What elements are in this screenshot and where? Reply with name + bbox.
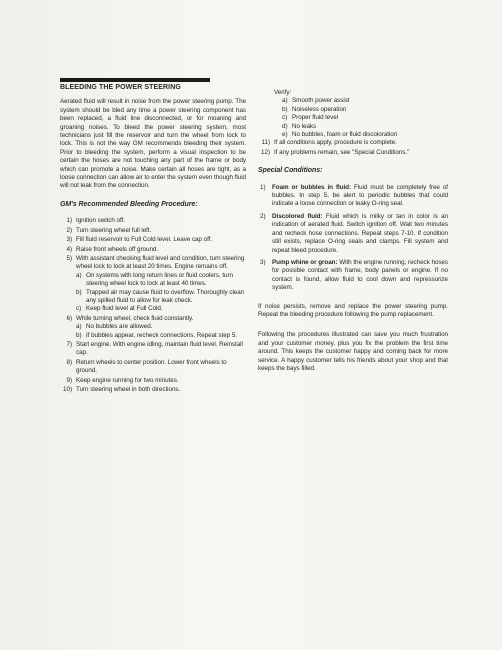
step-number: 3)	[66, 236, 72, 244]
closing-paragraph-1: If noise persists, remove and replace the power steering pump. Repeat the bleeding procedure following the pump replacement.	[258, 302, 448, 318]
procedure-heading: GM's Recommended Bleeding Procedure:	[60, 200, 198, 208]
step-text: Keep engine running for two minutes.	[76, 376, 179, 384]
sub-steps	[76, 323, 246, 340]
verify-text: Smooth power assist	[292, 97, 350, 105]
intro-paragraph: Aerated fluid will result in noise from the power steering pump. The system should be bled any time a power steering component has been replaced, a fluid line disconnected, or for moaning and groaning noises. To bleed the power steering system, most technicians just fill the reservoir and turn the wheel from lock to lock. This is not the way GM recommends bleeding their system. Prior to bleeding the system, perform a visual inspection to be certain the hoses are not touching any part of the frame or body which can promote a noise. Make certain all hoses are tight, as a loose connection can allow air to enter the system even though fluid will not leak from the connection.	[60, 98, 246, 190]
verify-text: No bubbles, foam or fluid discoloration	[292, 131, 398, 139]
procedure-steps	[60, 217, 246, 394]
verify-item	[282, 106, 448, 114]
step-number: 7)	[66, 340, 72, 348]
step-text: Start engine. With engine idling, maintain fluid level. Reinstall cap.	[76, 340, 243, 357]
procedure-step	[60, 246, 246, 254]
sub-step-text: On systems with long return lines or fluid coolers, turn steering wheel lock to lock at least 40 times.	[86, 271, 233, 288]
verify-letter: d)	[282, 122, 288, 130]
procedure-step	[60, 227, 246, 235]
step-text: Ignition switch off.	[76, 217, 125, 225]
step-text: Raise front wheels off ground.	[76, 245, 159, 253]
condition-title: Discolored fluid:	[272, 212, 323, 220]
procedure-step	[60, 377, 246, 385]
left-column	[60, 78, 246, 395]
final-steps	[258, 139, 448, 157]
step-text: If any problems remain, see "Special Conditions."	[274, 148, 410, 156]
condition-title: Pump whine or groan:	[272, 258, 338, 266]
sub-step	[76, 272, 246, 289]
sub-step-letter: c)	[76, 305, 82, 313]
special-condition	[258, 184, 448, 209]
verify-letter: a)	[282, 97, 288, 105]
condition-text: With the engine running, recheck hoses for possible contact with frame, body panels or engine. If no contact is found, allow fluid to cool down and repressurize system.	[272, 258, 448, 292]
sub-step-text: No bubbles are allowed.	[86, 323, 153, 331]
procedure-step	[60, 315, 246, 340]
sub-step	[76, 323, 246, 331]
step-text: If all conditions apply, procedure is complete.	[274, 139, 397, 147]
verify-item	[282, 131, 448, 139]
right-column	[258, 89, 448, 379]
condition-text: Fluid must be completely free of bubbles. In step 5, be alert to periodic bubbles that could indicate a loose connection or leaky O-ring seal.	[272, 183, 448, 208]
sub-step-text: Keep fluid level at Full Cold.	[86, 305, 163, 313]
sub-step-letter: b)	[76, 288, 82, 296]
procedure-step	[60, 359, 246, 376]
procedure-step	[60, 217, 246, 225]
special-conditions-list	[258, 184, 448, 293]
verify-item	[282, 97, 448, 105]
procedure-step	[60, 236, 246, 244]
step-number: 11)	[261, 139, 270, 147]
procedure-step	[60, 386, 246, 394]
step-number: 5)	[66, 254, 72, 262]
step-text: With assistant checking fluid level and condition, turn steering wheel lock to lock at least 20 times. Engine remains off.	[76, 254, 245, 271]
procedure-step	[60, 255, 246, 314]
sub-step	[76, 289, 246, 306]
sub-step-text: If bubbles appear, recheck connections. Repeat step 5.	[86, 331, 237, 339]
condition-number: 3)	[260, 258, 266, 266]
section-title: BLEEDING THE POWER STEERING	[60, 78, 210, 92]
final-step	[258, 149, 448, 157]
condition-number: 2)	[260, 212, 266, 220]
verify-label: Verify:	[274, 89, 292, 96]
sub-step	[76, 305, 246, 313]
step-number: 2)	[66, 226, 72, 234]
condition-text: Fluid which is milky or tan in color is an indication of aerated fluid. Switch ignition off. Wait two minutes and recheck hose connections. Repeat steps 7-10. If condition still exists, replace O-ring seals and clamps. Fill system and repeat bleed procedure.	[272, 212, 448, 254]
step-number: 12)	[261, 148, 270, 156]
verify-letter: e)	[282, 131, 288, 139]
step-text: Return wheels to center position. Lower front wheels to ground.	[76, 358, 227, 375]
final-step	[258, 139, 448, 147]
step-number: 1)	[66, 217, 72, 225]
procedure-step	[60, 341, 246, 358]
verify-item	[282, 123, 448, 131]
closing-paragraph-2: Following the procedures illustrated can save you much frustration and your customer money, plus you fix the problem the first time around. This keeps the customer happy and coming back for more service. A happy customer tells his friends about your shop and that keeps the bays filled.	[258, 331, 448, 372]
sub-step-letter: a)	[76, 271, 82, 279]
special-condition	[258, 213, 448, 255]
step-number: 10)	[63, 386, 72, 393]
verify-text: Proper fluid level	[292, 114, 339, 122]
step-text: While turning wheel, check fluid constantly.	[76, 314, 194, 322]
step-text: Turn steering wheel in both directions.	[76, 386, 181, 393]
condition-title: Foam or bubbles in fluid:	[272, 183, 352, 191]
verify-block	[258, 89, 448, 139]
sub-steps	[76, 272, 246, 314]
verify-letter: c)	[282, 114, 288, 122]
step-number: 8)	[66, 358, 72, 366]
step-number: 4)	[66, 245, 72, 253]
verify-item	[282, 114, 448, 122]
verify-list	[274, 97, 448, 139]
step-text: Turn steering wheel full left.	[76, 226, 152, 234]
condition-number: 1)	[260, 183, 266, 191]
step-number: 6)	[66, 314, 72, 322]
sub-step-letter: a)	[76, 323, 82, 331]
step-number: 9)	[66, 376, 72, 384]
sub-step-text: Trapped air may cause fluid to overflow. Thoroughly clean any spilled fluid to allow for leak check.	[86, 288, 245, 304]
verify-text: Noiseless operation	[292, 105, 347, 113]
verify-letter: b)	[282, 105, 288, 113]
sub-step-letter: b)	[76, 331, 82, 339]
verify-text: No leaks	[292, 122, 317, 130]
special-condition	[258, 259, 448, 293]
special-conditions-heading: Special Conditions:	[258, 167, 323, 175]
step-text: Fill fluid reservoir to Full Cold level. Leave cap off.	[76, 236, 213, 244]
sub-step	[76, 332, 246, 340]
